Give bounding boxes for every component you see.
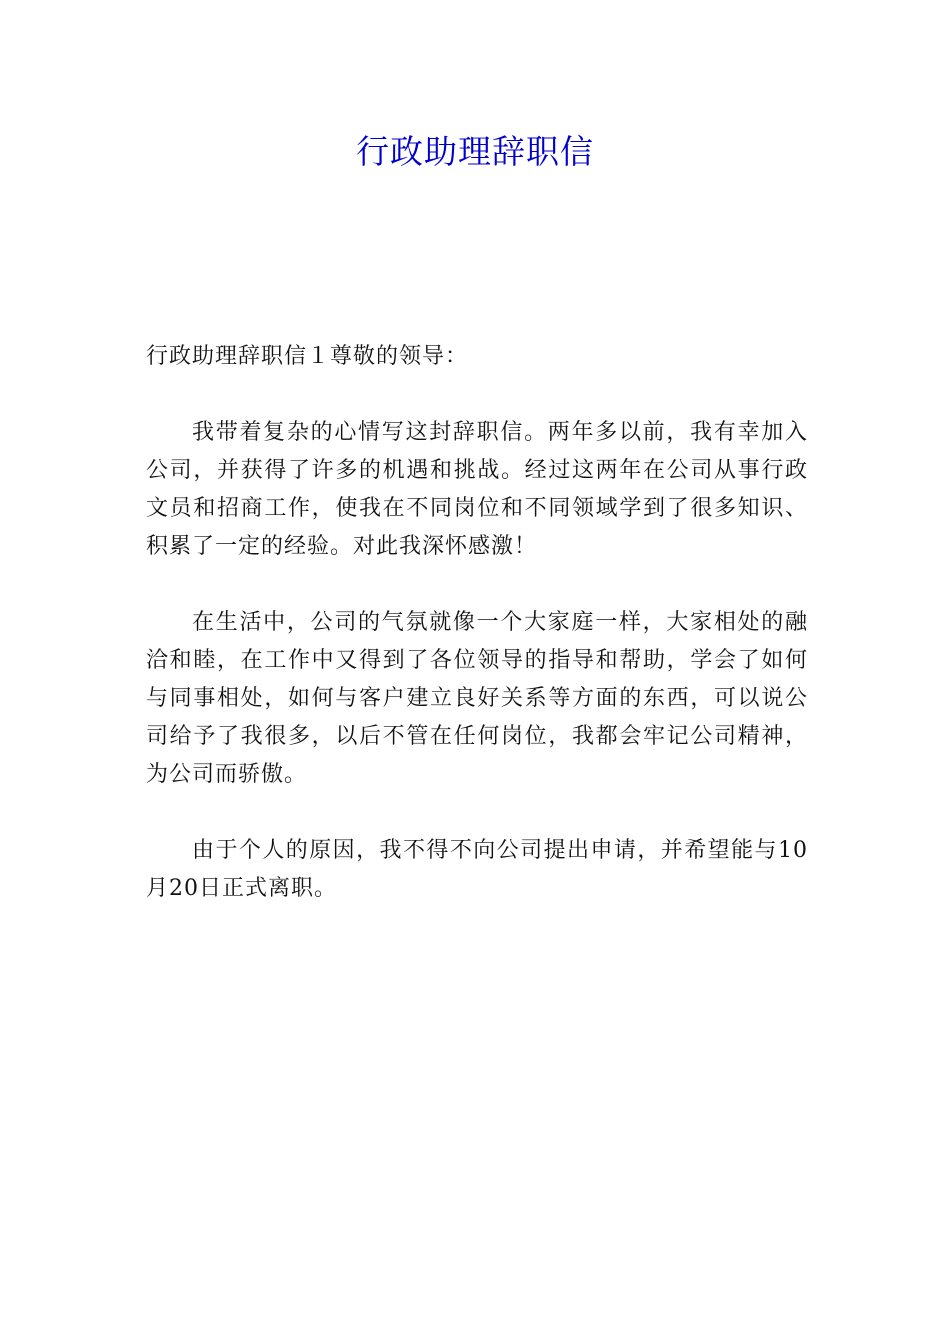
- body-paragraph-gratitude: 我带着复杂的心情写这封辞职信。两年多以前，我有幸加入公司，并获得了许多的机遇和挑战。经过这两年在公司从事行政文员和招商工作，使我在不同岗位和不同领域学到了很多知识、积累了一定的经验。对此我深怀感激！: [146, 420, 808, 559]
- document-title: 行政助理辞职信: [356, 132, 594, 171]
- document-body: [146, 338, 808, 946]
- body-paragraph-company-life: 在生活中，公司的气氛就像一个大家庭一样，大家相处的融洽和睦，在工作中又得到了各位领导的指导和帮助，学会了如何与同事相处，如何与客户建立良好关系等方面的东西，可以说公司给予了我很多，以后不管在任何岗位，我都会牢记公司精神，为公司而骄傲。: [146, 610, 808, 787]
- body-paragraph-resignation-date: 由于个人的原因，我不得不向公司提出申请，并希望能与10月20日正式离职。: [146, 838, 808, 901]
- salutation-paragraph: 行政助理辞职信１尊敬的领导：: [146, 344, 469, 369]
